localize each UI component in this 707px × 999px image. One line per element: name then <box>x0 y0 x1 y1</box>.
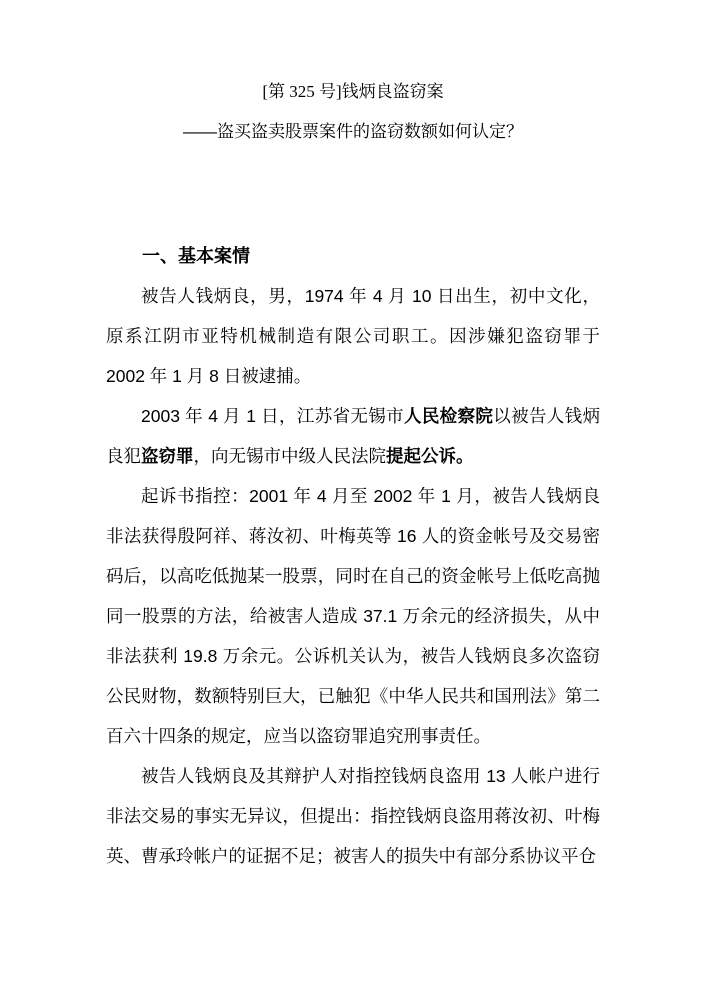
case-title: [第 325 号]钱炳良盗窃案 <box>262 82 444 101</box>
text-run: ，向无锡市中级人民法院 <box>193 446 386 466</box>
bold-text-run: 盗窃罪 <box>141 446 194 466</box>
bold-text-run: 人民检察院 <box>403 406 494 426</box>
case-subtitle: ——盗买盗卖股票案件的盗窃数额如何认定？ <box>183 122 523 141</box>
text-run: 被告人钱炳良及其辩护人对指控钱炳良盗用 13 人帐户进行非法交易的事实无异议，但提出：指控钱炳良盗用蒋汝初、叶梅英、曹承玲帐户的证据不足；被害人的损失中有部分系协议平仓 <box>106 766 600 866</box>
text-run: 2003 年 4 月 1 日，江苏省无锡市 <box>141 406 404 426</box>
paragraph <box>106 396 600 476</box>
paragraph <box>106 276 600 396</box>
paragraph <box>106 756 600 876</box>
section-heading: 一、基本案情 <box>142 246 250 266</box>
text-run: 被告人钱炳良，男，1974 年 4 月 10 日出生，初中文化，原系江阴市亚特机械制造有限公司职工。因涉嫌犯盗窃罪于 2002 年 1 月 8 日被逮捕。 <box>106 286 600 386</box>
paragraph <box>106 476 600 756</box>
paragraphs-container <box>106 276 600 876</box>
bold-text-run: 提起公诉。 <box>386 446 474 466</box>
text-run: 以被告人钱炳良犯 <box>106 406 601 466</box>
text-run: 起诉书指控：2001 年 4 月至 2002 年 1 月，被告人钱炳良非法获得殷阿祥、蒋汝初、叶梅英等 16 人的资金帐号及交易密码后，以高吃低抛某一股票，同时在自己的资金帐号上低吃高抛同一股票的方法，给被害人造成 37.1 万余元的经济损失，从中非法获利 19.8 万余元。公诉机关认为，被告人钱炳良多次盗窃公民财物，数额特别巨大，已触犯《中华人民共和国刑法》第二百六十四条的规定，应当以盗窃罪追究刑事责任。 <box>106 486 600 746</box>
